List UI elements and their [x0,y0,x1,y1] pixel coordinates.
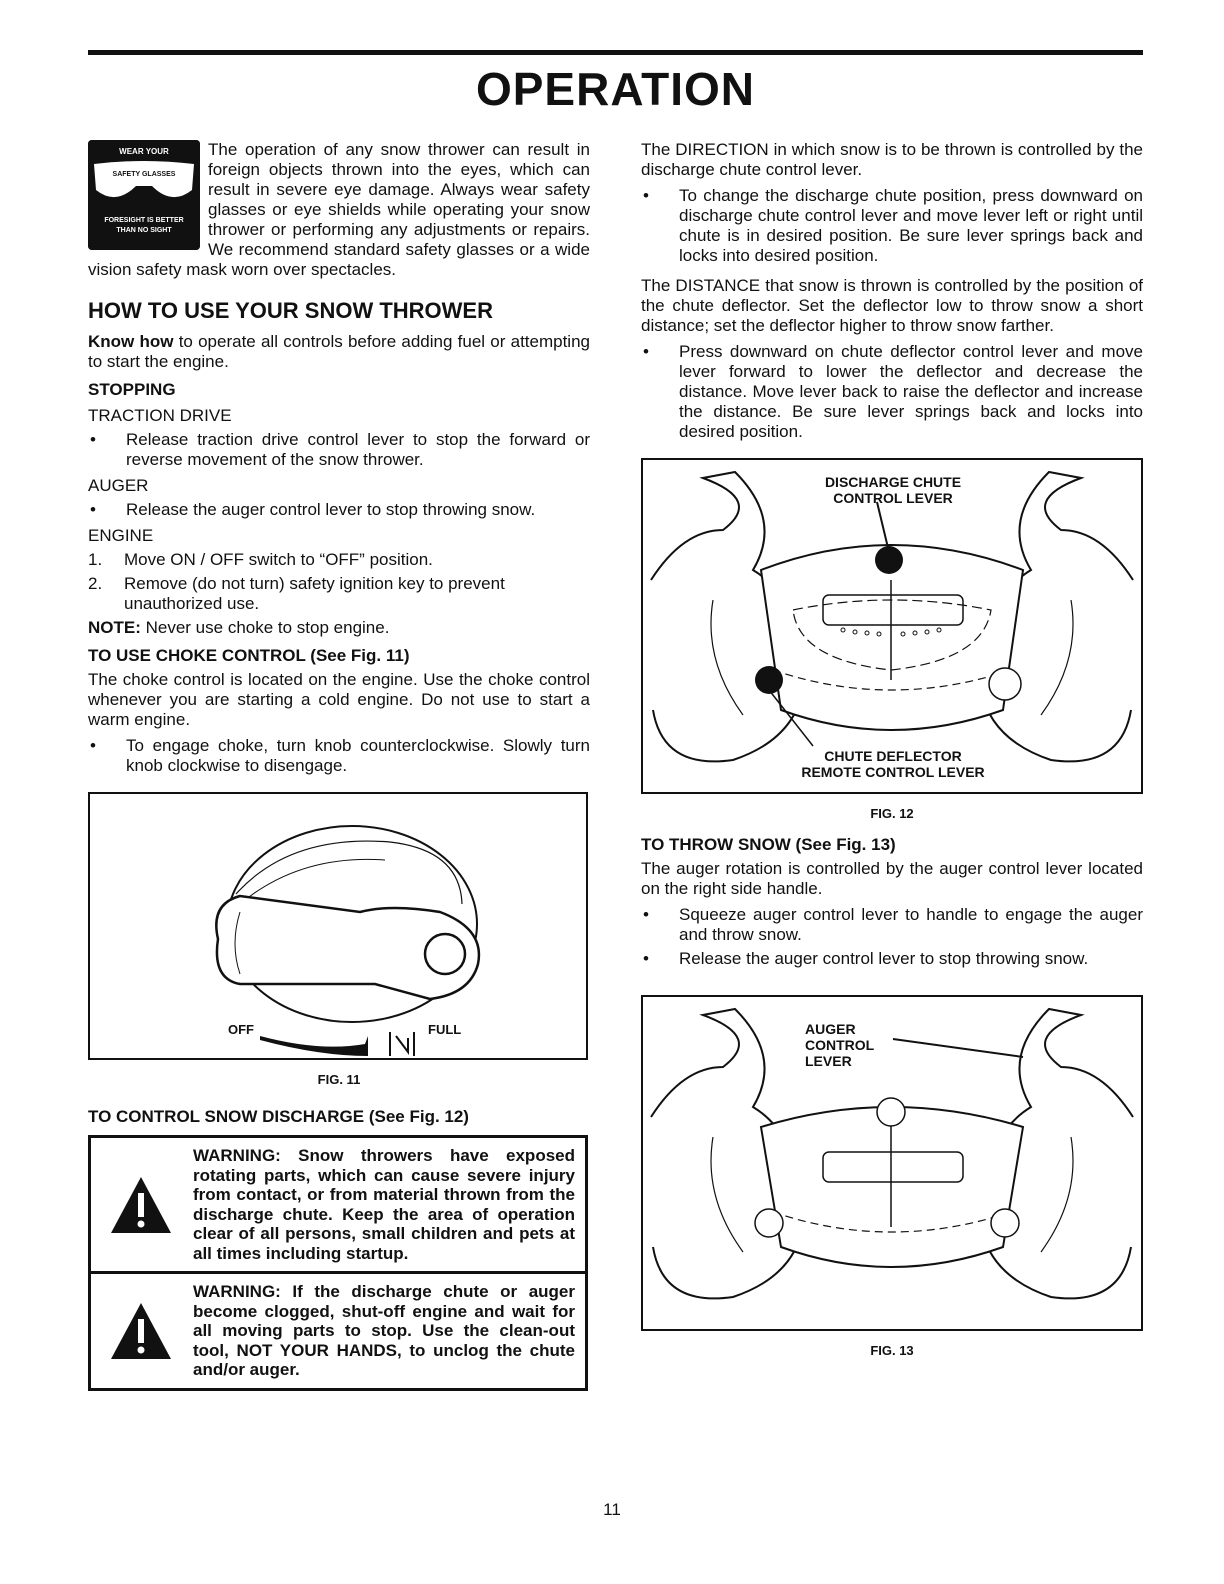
page-number: 11 [603,1500,621,1519]
note-text: NOTE: Never use choke to stop engine. [88,618,390,637]
auger-lever-illustration [643,997,1141,1329]
fig11-off-label: OFF [228,1022,254,1037]
engine-heading: ENGINE [88,526,154,545]
engine-step: 1. Move ON / OFF switch to “OFF” position. [88,550,433,569]
throw-bullet: • Squeeze auger control lever to handle to engage the auger and throw snow. [643,905,1143,944]
fig11-full-label: FULL [428,1022,462,1037]
warning-2-text: WARNING: If the discharge chute or auger become clogged, shut-off engine and wait for all moving parts to stop. Use the clean-out tool, NOT YOUR HANDS, to unclog the chute and/or auger. [193,1282,575,1379]
figure-12-chute [641,458,1143,794]
fig13-caption: FIG. 13 [870,1343,914,1358]
svg-text:THAN NO SIGHT: THAN NO SIGHT [116,227,172,234]
throw-snow-text: The auger rotation is controlled by the auger control lever located on the right side handle. [641,859,1143,898]
figure-11-choke [88,792,588,1060]
direction-bullet: • To change the discharge chute position, press downward on discharge chute control lever and move lever left or right until chute is in desired position. Be sure lever springs back and locks into desired position. [643,186,1143,265]
choke-bullet: • To engage choke, turn knob counterclockwise. Slowly turn knob clockwise to disengage. [90,736,590,775]
svg-text:WEAR YOUR: WEAR YOUR [119,147,169,156]
how-to-use-heading: HOW TO USE YOUR SNOW THROWER [88,298,493,323]
traction-bullet: • Release traction drive control lever to stop the forward or reverse movement of the snow thrower. [90,430,590,469]
fig12-caption: FIG. 12 [870,806,914,821]
choke-text: The choke control is located on the engine. Use the choke control whenever you are starting a cold engine. Do not use to start a warm engine. [88,670,590,729]
header-rule [88,50,1143,55]
discharge-heading: TO CONTROL SNOW DISCHARGE (See Fig. 12) [88,1107,469,1126]
right-column [641,140,1143,1366]
know-how-text: Know how to operate all controls before adding fuel or attempting to start the engine. [88,332,590,371]
warning-box [88,1135,588,1391]
distance-text: The DISTANCE that snow is thrown is controlled by the position of the chute deflector. Set the deflector low to throw snow a short distance; set the deflector higher to throw snow farther. [641,276,1143,335]
svg-text:FORESIGHT IS BETTER: FORESIGHT IS BETTER [104,217,184,224]
left-column [88,140,590,1391]
fig12-top-label: DISCHARGE CHUTE CONTROL LEVER [824,474,962,506]
distance-bullet: • Press downward on chute deflector control lever and move lever forward to lower the deflector and decrease the distance. Move lever back to raise the deflector and increase the distance. Be sure lever springs back and locks into desired position. [643,342,1143,441]
fig11-caption: FIG. 11 [317,1072,361,1087]
safety-intro-text: The operation of any snow thrower can result in foreign objects thrown into the eyes, which can result in severe eye damage. Always wear safety glasses or eye shields while operating your snow thrower or performing any adjustments or repairs. We recommend standard safety glasses or a wide vision safety mask worn over spectacles. [88,140,590,279]
chute-controls-illustration [643,460,1141,792]
warning-triangle-icon [101,1175,181,1235]
engine-step: 2. Remove (do not turn) safety ignition key to prevent unauthorized use. [88,574,505,613]
warning-row-1 [91,1138,585,1271]
svg-text:SAFETY GLASSES: SAFETY GLASSES [112,171,176,178]
warning-1-text: WARNING: Snow throwers have exposed rotating parts, which can cause severe injury from contact, or from material thrown from the discharge chute. Keep the area of operation clear of all persons, small children and pets at all times including startup. [193,1146,575,1263]
traction-drive-heading: TRACTION DRIVE [88,406,232,425]
fig13-auger-lever-label: AUGER CONTROL LEVER [805,1021,875,1069]
choke-heading: TO USE CHOKE CONTROL (See Fig. 11) [88,646,410,665]
direction-text: The DIRECTION in which snow is to be thrown is controlled by the discharge chute control lever. [641,140,1143,179]
warning-row-2 [91,1271,585,1388]
fig12-bottom-label: CHUTE DEFLECTOR REMOTE CONTROL LEVER [801,748,985,780]
stopping-heading: STOPPING [88,380,176,399]
page-title: OPERATION [475,63,756,115]
choke-knob-illustration [90,794,586,1058]
auger-bullet: • Release the auger control lever to stop throwing snow. [90,500,536,519]
figure-13-auger [641,995,1143,1331]
safety-glasses-icon [88,140,200,250]
warning-triangle-icon [101,1301,181,1361]
throw-bullet: • Release the auger control lever to stop throwing snow. [643,949,1089,968]
throw-snow-heading: TO THROW SNOW (See Fig. 13) [641,835,896,854]
auger-heading: AUGER [88,476,149,495]
